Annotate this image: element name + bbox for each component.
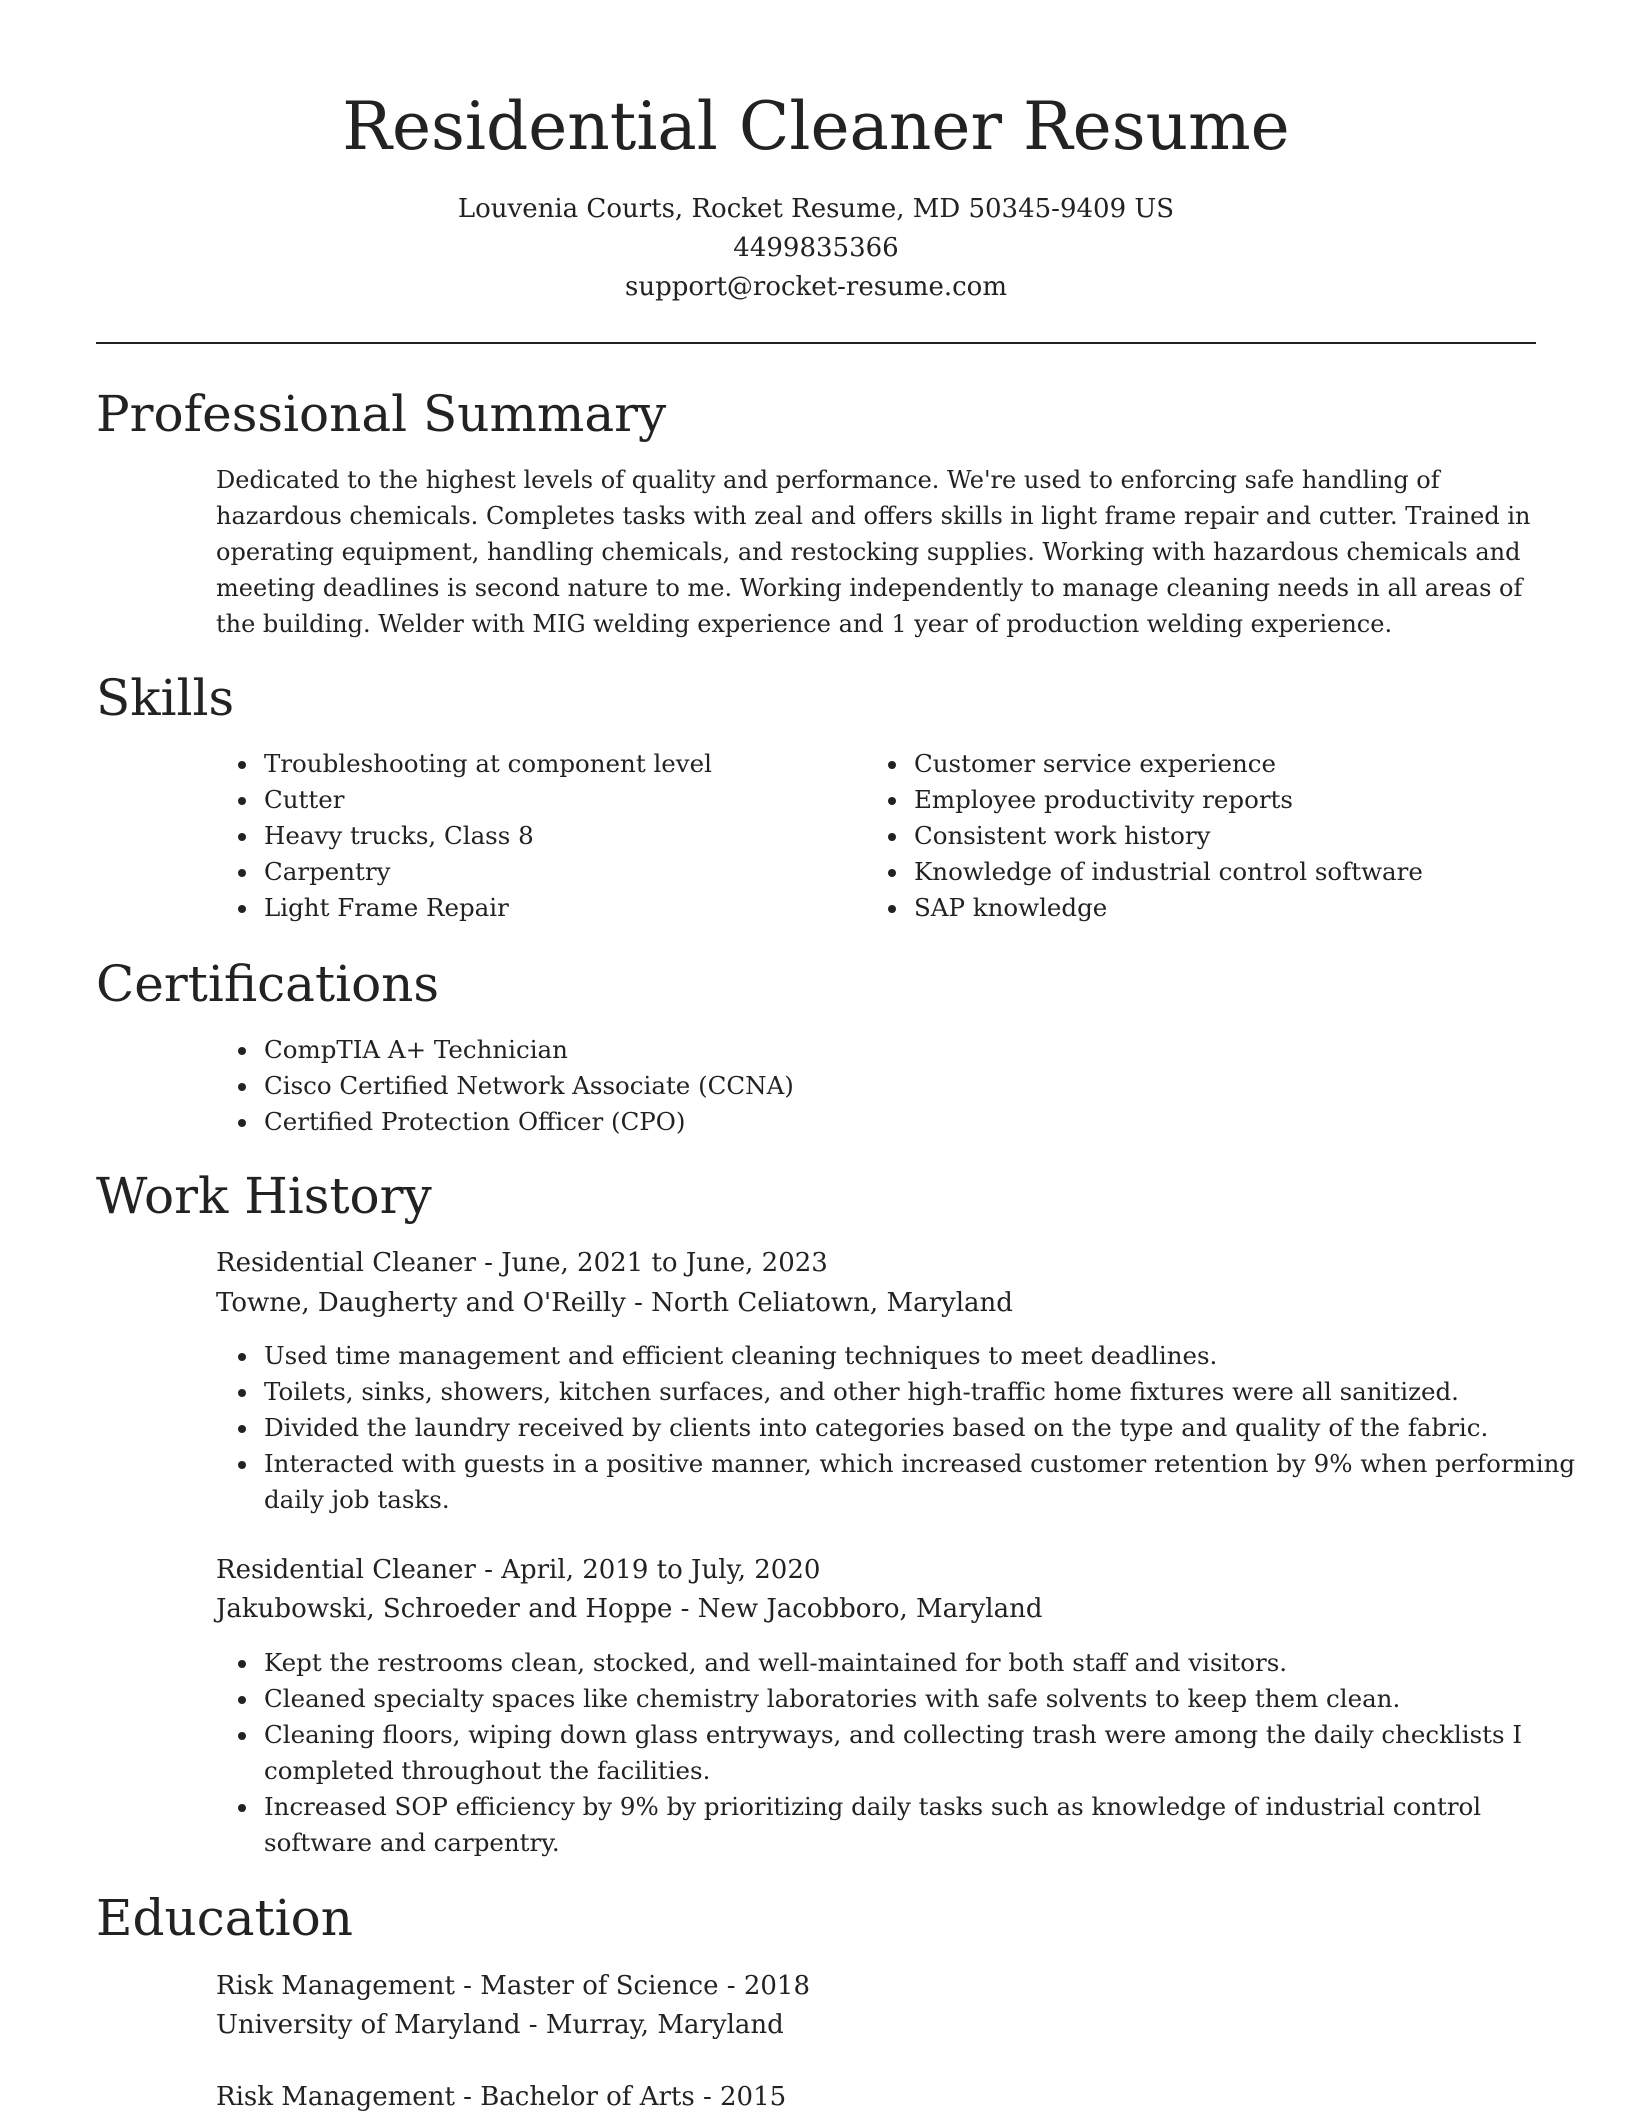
skill-item: • Troubleshooting at component level — [260, 746, 820, 782]
skill-item: • Carpentry — [260, 854, 820, 890]
job-bullet: • Used time management and efficient cleaning techniques to meet deadlines. — [260, 1338, 1580, 1374]
job-2-location: - New Jacobboro, Maryland — [672, 1594, 1043, 1624]
skill-item: • Employee productivity reports — [910, 782, 1570, 818]
job-bullet: • Increased SOP efficiency by 9% by prioritizing daily tasks such as knowledge of industrial control software and carpentry. — [260, 1789, 1580, 1861]
education-1-degree-line: Risk Management - Master of Science - 2018 — [216, 1971, 810, 2001]
certifications-list — [216, 1032, 1580, 1140]
education-1-school: University of Maryland — [216, 2010, 521, 2040]
contact-address: Louvenia Courts, Rocket Resume, MD 50345-9409 US — [457, 194, 1175, 224]
skills-list-right — [866, 746, 1570, 926]
job-2-bullets — [216, 1645, 1580, 1861]
job-bullet: • Cleaning floors, wiping down glass entryways, and collecting trash were among the daily checklists I completed throughout the facilities. — [260, 1717, 1580, 1789]
job-1-location: - North Celiatown, Maryland — [625, 1288, 1013, 1318]
education-1-school-line — [216, 2006, 784, 2044]
certification-item: • Certified Protection Officer (CPO) — [260, 1104, 1580, 1140]
skills-list-left — [216, 746, 820, 926]
job-1-title-line: Residential Cleaner - June, 2021 to June, 2023 — [216, 1248, 828, 1278]
job-2-employer: Jakubowski, Schroeder and Hoppe — [216, 1594, 673, 1624]
job-bullet: • Kept the restrooms clean, stocked, and well-maintained for both staff and visitors. — [260, 1645, 1580, 1681]
skill-item: • Light Frame Repair — [260, 890, 820, 926]
summary-heading: Professional Summary — [96, 385, 667, 443]
skill-item: • SAP knowledge — [910, 890, 1570, 926]
certification-item: • CompTIA A+ Technician — [260, 1032, 1580, 1068]
contact-phone: 4499835366 — [733, 233, 899, 263]
job-1-employer: Towne, Daugherty and O'Reilly — [216, 1288, 626, 1318]
contact-email: support@rocket-resume.com — [624, 272, 1007, 302]
skill-item: • Customer service experience — [910, 746, 1570, 782]
certification-item: • Cisco Certified Network Associate (CCNA) — [260, 1068, 1580, 1104]
contact-block — [0, 190, 1632, 307]
certifications-heading: Certifications — [96, 955, 440, 1013]
skill-item: • Heavy trucks, Class 8 — [260, 818, 820, 854]
job-2-employer-line — [216, 1590, 1043, 1628]
education-heading: Education — [96, 1889, 353, 1947]
job-bullet: • Toilets, sinks, showers, kitchen surfaces, and other high-traffic home fixtures were all sanitized. — [260, 1374, 1580, 1410]
skill-item: • Knowledge of industrial control software — [910, 854, 1570, 890]
header-divider — [96, 342, 1536, 344]
job-bullet: • Divided the laundry received by clients into categories based on the type and quality of the fabric. — [260, 1410, 1580, 1446]
summary-text: Dedicated to the highest levels of quality and performance. We're used to enforcing safe handling of hazardous chemicals. Completes tasks with zeal and offers skills in light frame repair and cutter. Trained in operating equipment, handling chemicals, and restocking supplies. Working with hazardous chemicals and meeting deadlines is second nature to me. Working independently to manage cleaning needs in all areas of the building. Welder with MIG welding experience and 1 year of production welding experience. — [216, 466, 1531, 638]
skill-item: • Consistent work history — [910, 818, 1570, 854]
resume-title: Residential Cleaner Resume — [342, 88, 1290, 165]
job-bullet: • Interacted with guests in a positive manner, which increased customer retention by 9% when performing daily job tasks. — [260, 1446, 1580, 1518]
education-1-location: - Murray, Maryland — [520, 2010, 784, 2040]
work-history-heading: Work History — [96, 1167, 432, 1225]
job-1-bullets — [216, 1338, 1580, 1518]
education-2-degree-line: Risk Management - Bachelor of Arts - 2015 — [216, 2082, 787, 2112]
skills-heading: Skills — [96, 669, 235, 727]
job-1-employer-line — [216, 1284, 1013, 1322]
job-bullet: • Cleaned specialty spaces like chemistry laboratories with safe solvents to keep them clean. — [260, 1681, 1580, 1717]
skill-item: • Cutter — [260, 782, 820, 818]
job-2-title-line: Residential Cleaner - April, 2019 to July, 2020 — [216, 1555, 821, 1585]
